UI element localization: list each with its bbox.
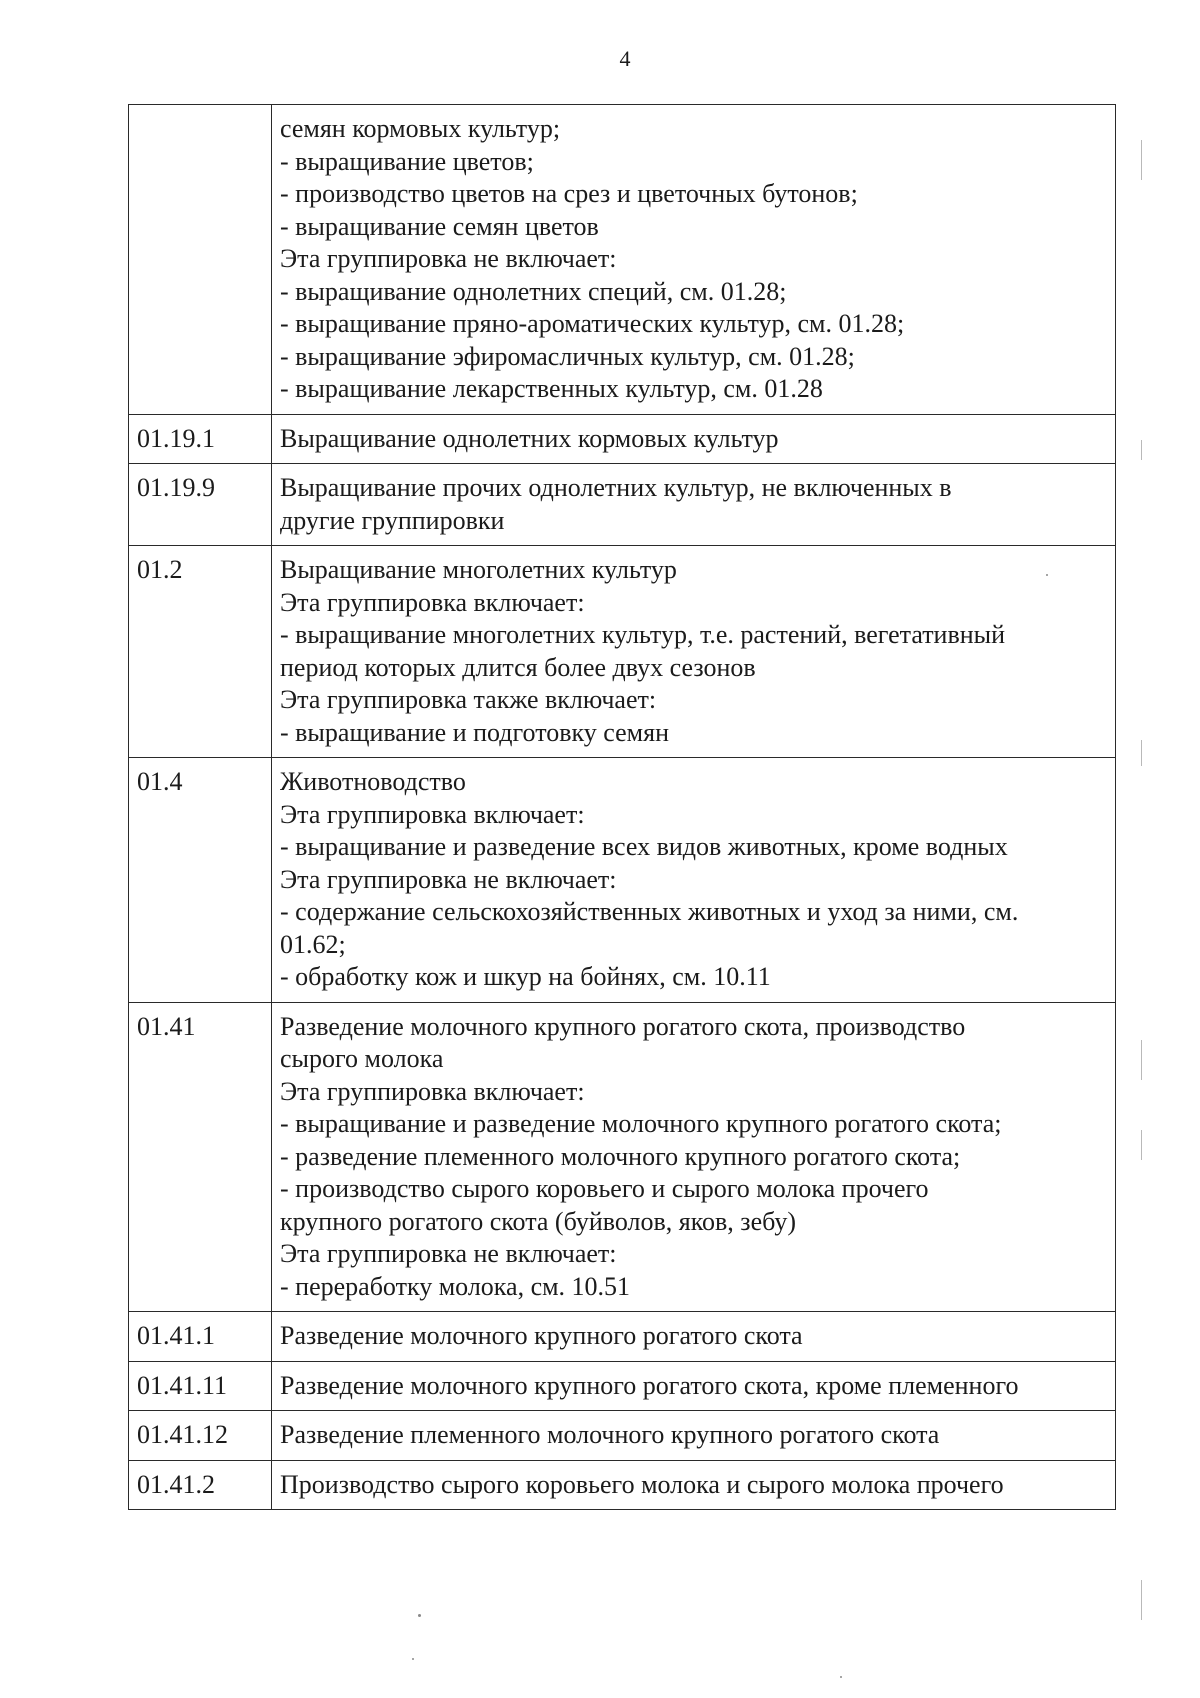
scan-edge-mark [1141,1580,1142,1620]
description-line: Выращивание прочих однолетних культур, не включенных в [280,473,952,502]
row-code: 01.41 [129,1002,272,1312]
description-line: - выращивание и разведение всех видов животных, кроме водных [280,832,1008,861]
scan-edge-mark [1141,440,1142,460]
scan-speck [412,1658,414,1660]
table-row [129,1361,1116,1411]
description-line: - выращивание однолетних специй, см. 01.28; [280,276,787,306]
row-code: 01.2 [129,546,272,758]
row-description [272,758,1116,1003]
classification-table [128,104,1116,1510]
row-description [272,1460,1116,1510]
description-line: - выращивание и разведение молочного крупного рогатого скота; [280,1109,1002,1138]
description-line: другие группировки [280,505,505,535]
table-row [129,1312,1116,1362]
table-row [129,1411,1116,1461]
scan-edge-mark [1141,1040,1142,1080]
description-line: - разведение племенного молочного крупного рогатого скота; [280,1141,961,1171]
description-line: - содержание сельскохозяйственных животных и уход за ними, см. [280,897,1019,926]
description-line: период которых длится более двух сезонов [280,652,756,682]
scan-edge-mark [1141,1130,1142,1160]
description-line: - производство сырого коровьего и сырого молока прочего [280,1174,929,1203]
table-row [129,105,1116,415]
description-line: - выращивание пряно-ароматических культур, см. 01.28; [280,309,905,338]
page-number: 4 [619,46,631,71]
description-line: Животноводство [280,767,466,796]
description-line: Разведение племенного молочного крупного рогатого скота [280,1420,940,1449]
description-line: Производство сырого коровьего молока и сырого молока прочего [280,1469,1004,1499]
description-line: Разведение молочного крупного рогатого скота, производство [280,1011,966,1041]
description-line: - переработку молока, см. 10.51 [280,1271,631,1301]
description-line: Эта группировка включает: [280,799,585,829]
description-line: семян кормовых культур; [280,114,561,143]
row-code: 01.41.1 [129,1312,272,1362]
description-line: - производство цветов на срез и цветочных бутонов; [280,179,858,208]
description-line: Выращивание однолетних кормовых культур [280,423,779,453]
description-line: Эта группировка не включает: [280,864,617,894]
description-line: - выращивание многолетних культур, т.е. растений, вегетативный [280,620,1006,649]
row-description [272,1411,1116,1461]
description-line: - выращивание и подготовку семян [280,717,669,747]
row-code [129,105,272,415]
row-description [272,546,1116,758]
description-line: - выращивание эфиромасличных культур, см. 01.28; [280,341,855,371]
table-row [129,1002,1116,1312]
row-code: 01.4 [129,758,272,1003]
description-line: Выращивание многолетних культур [280,555,677,584]
description-line: Эта группировка также включает: [280,685,657,714]
row-description [272,1312,1116,1362]
description-line: Эта группировка не включает: [280,1239,617,1268]
scan-speck [418,1614,421,1617]
description-line: Разведение молочного крупного рогатого скота [280,1321,803,1350]
description-line: Эта группировка не включает: [280,244,617,273]
scan-edge-mark [1141,140,1142,180]
row-code: 01.41.12 [129,1411,272,1461]
table-row [129,546,1116,758]
row-code: 01.19.1 [129,414,272,464]
description-line: 01.62; [280,929,346,959]
description-line: сырого молока [280,1044,444,1073]
table-row [129,414,1116,464]
table-row [129,758,1116,1003]
row-description [272,1361,1116,1411]
row-code: 01.41.2 [129,1460,272,1510]
scan-speck [1046,574,1048,576]
row-description [272,1002,1116,1312]
table-row [129,1460,1116,1510]
description-line: крупного рогатого скота (буйволов, яков, зебу) [280,1206,797,1236]
description-line: Эта группировка включает: [280,1076,585,1106]
description-line: - обработку кож и шкур на бойнях, см. 10.11 [280,962,771,991]
row-code: 01.41.11 [129,1361,272,1411]
scan-edge-mark [1141,740,1142,766]
row-description [272,414,1116,464]
row-description [272,105,1116,415]
row-description [272,464,1116,546]
description-line: - выращивание цветов; [280,146,534,176]
table-row [129,464,1116,546]
description-line: - выращивание лекарственных культур, см. 01.28 [280,374,823,403]
scan-speck [840,1676,842,1678]
row-code: 01.19.9 [129,464,272,546]
table-body [129,105,1116,1510]
description-line: Разведение молочного крупного рогатого скота, кроме племенного [280,1370,1019,1400]
description-line: Эта группировка включает: [280,587,585,617]
description-line: - выращивание семян цветов [280,211,599,241]
